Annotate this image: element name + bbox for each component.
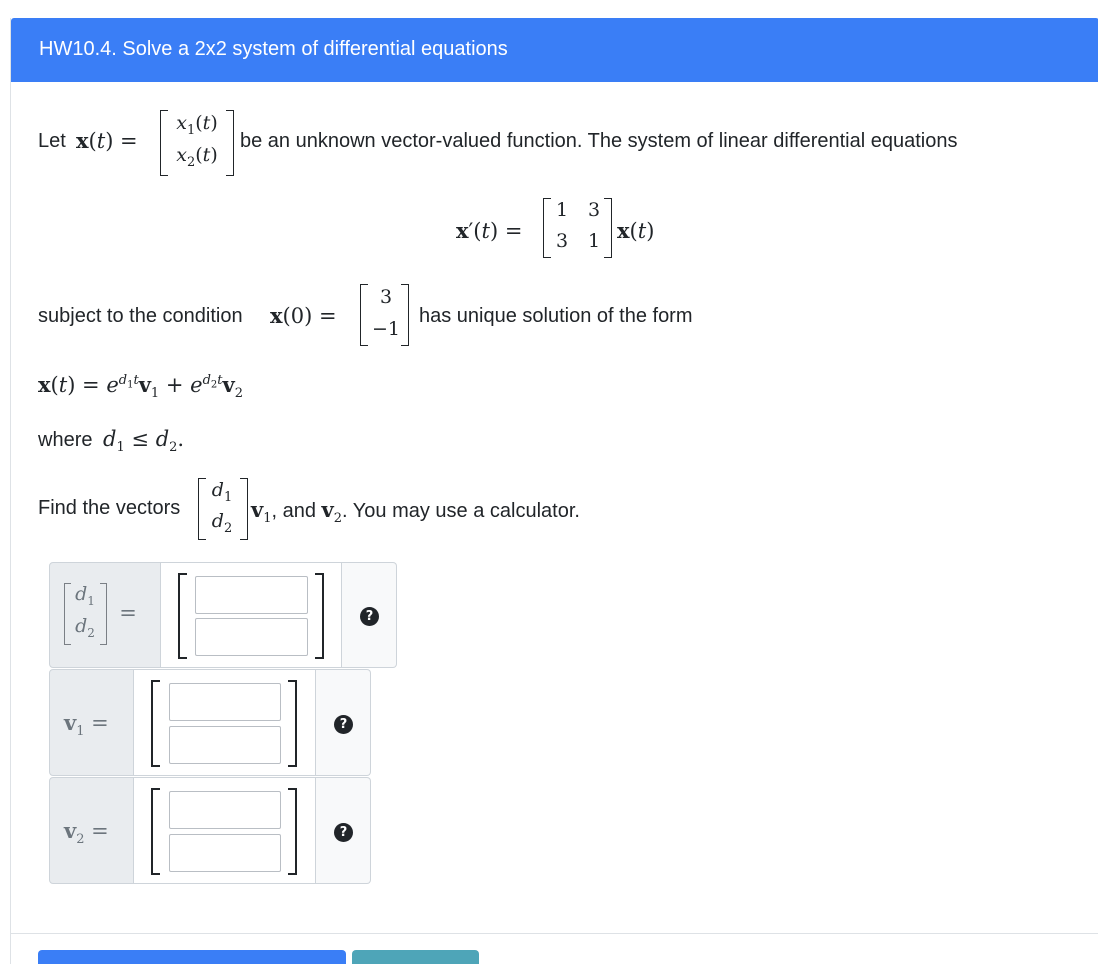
help-question-icon[interactable]: ?: [334, 715, 353, 734]
label-d1: $d_1$: [75, 583, 95, 608]
initial-entry-1: 3: [379, 286, 393, 308]
secondary-button[interactable]: [352, 950, 479, 964]
math-x-of-t-rhs: x(t): [617, 218, 655, 243]
find-rest-text: $v_1$, and $v_2$. You may use a calculator.: [251, 497, 580, 526]
matrix-bracket-right: [604, 198, 612, 258]
label-bracket-right: [100, 583, 107, 645]
d2-input[interactable]: [195, 618, 308, 656]
initial-entry-2: −1: [371, 318, 400, 340]
input-bracket-right: [288, 680, 297, 767]
label-v2: $v_2$ =: [64, 818, 109, 848]
d-vector-bracket-right: [240, 478, 248, 540]
card-header: [11, 18, 1098, 82]
subject-to-text: subject to the condition: [38, 305, 243, 327]
matrix-bracket-left: [543, 198, 551, 258]
help-question-icon[interactable]: ?: [360, 607, 379, 626]
initial-bracket-right: [401, 284, 409, 346]
v1-entry-1-input[interactable]: [169, 683, 281, 721]
label-v1: $v_1$ =: [64, 710, 109, 740]
solution-form-equation: $x(t) = e^{d_1t}v_1 + e^{d_2t}v_2$: [38, 372, 243, 402]
find-text: Find the vectors: [38, 497, 181, 519]
help-cell-v2: [316, 777, 371, 884]
input-bracket-right: [315, 573, 324, 659]
answer-label-v1: [49, 669, 134, 776]
help-cell-d: [342, 562, 397, 668]
input-bracket-left: [178, 573, 187, 659]
intro-let-text: Let: [38, 130, 66, 152]
vector-entry-x2: $x_2(t)$: [176, 144, 218, 170]
help-cell-v1: [316, 669, 371, 776]
v1-entry-2-input[interactable]: [169, 726, 281, 764]
answer-input-area-v2: [134, 777, 316, 884]
label-d2: $d_2$: [75, 615, 95, 640]
answer-input-area-d: [161, 562, 342, 668]
answer-input-area-v1: [134, 669, 316, 776]
math-x-of-zero: x(0) =: [270, 303, 337, 328]
submit-button[interactable]: [38, 950, 346, 964]
help-question-icon[interactable]: ?: [334, 823, 353, 842]
answer-label-v2: [49, 777, 134, 884]
matrix-a22: 1: [587, 230, 601, 252]
matrix-a21: 3: [555, 230, 569, 252]
input-bracket-left: [151, 788, 160, 875]
has-unique-text: has unique solution of the form: [419, 305, 693, 327]
math-x-of-t: x(t) =: [76, 128, 138, 153]
d1-input[interactable]: [195, 576, 308, 614]
answer-label-d: [49, 562, 161, 668]
vector-bracket-left: [160, 110, 168, 176]
input-bracket-left: [151, 680, 160, 767]
matrix-a11: 1: [555, 199, 569, 221]
matrix-a12: 3: [587, 199, 601, 221]
v2-entry-2-input[interactable]: [169, 834, 281, 872]
intro-rest-text: be an unknown vector-valued function. The system of linear differential equations: [240, 130, 958, 152]
d-vector-entry-1: $d_1$: [211, 479, 233, 505]
where-text: where: [38, 429, 93, 451]
input-bracket-right: [288, 788, 297, 875]
d-vector-entry-2: $d_2$: [211, 510, 233, 536]
card-footer-divider: [10, 933, 1098, 934]
math-d1-le-d2: $d_1 \le d_2$.: [103, 427, 185, 456]
math-derivative: x′(t) =: [456, 218, 523, 243]
vector-bracket-right: [226, 110, 234, 176]
v2-entry-1-input[interactable]: [169, 791, 281, 829]
question-title: HW10.4. Solve a 2x2 system of differential equations: [39, 38, 508, 60]
label-equals: =: [119, 601, 137, 625]
vector-entry-x1: $x_1(t)$: [176, 112, 218, 138]
